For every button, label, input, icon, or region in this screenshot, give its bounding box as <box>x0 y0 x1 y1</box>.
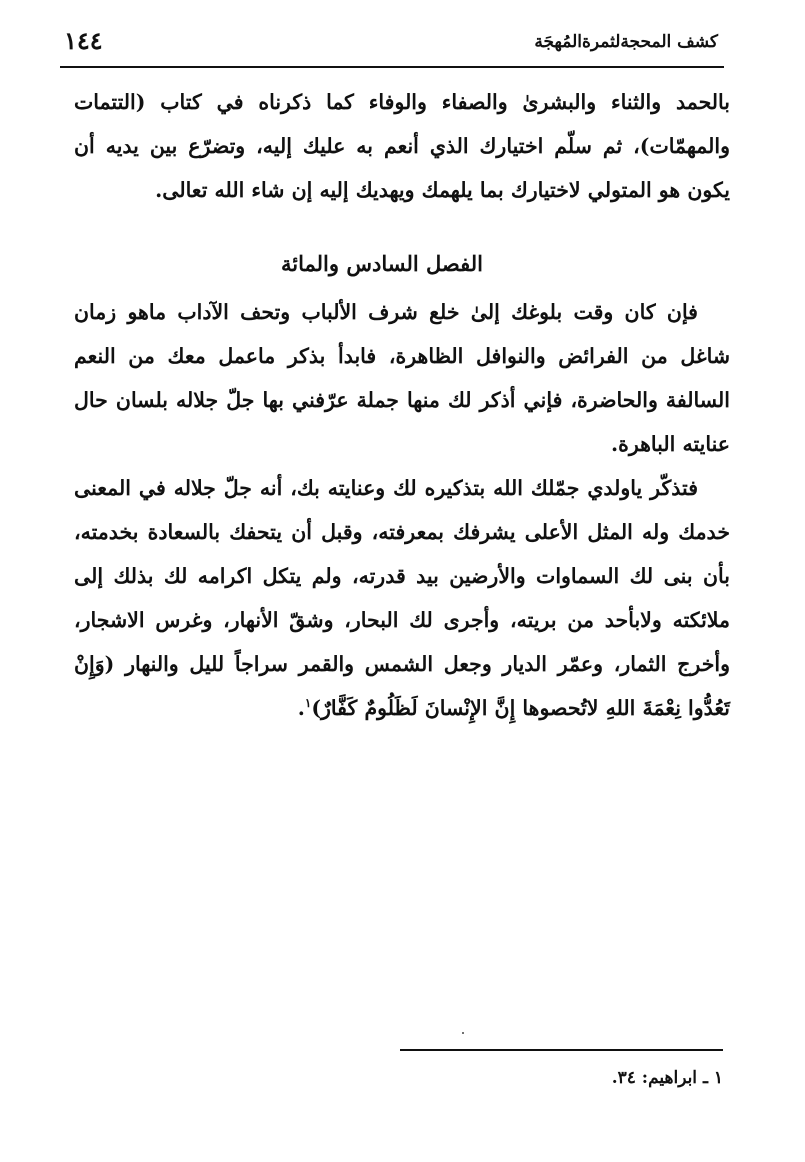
footnote-divider <box>400 1049 723 1051</box>
paragraph-3-end: . <box>297 696 305 720</box>
paragraph-2: فإن كان وقت بلوغك إلىٰ خلع شرف الألباب وتحف الآداب ماهو زمان شاغل من الفرائض والنوافل الظاهرة، فابدأ بذكر ماعمل معك من النعم السالفة والحاضرة، فإني أذكر لك منها جملة عرّفني بها جلّ جلاله بلسان حال عنايته الباهرة. <box>74 300 730 456</box>
paragraph-1: بالحمد والثناء والبشرىٰ والصفاء والوفاء كما ذكرناه في كتاب (التتمات والمهمّات)، ثم سلّم اختيارك الذي أنعم به عليك إليه، وتضرّع بين يديه أن يكون هو المتولي لاختيارك بما يلهمك ويهديك إليه إن شاء الله تعالى. <box>74 90 730 202</box>
paragraph-3-text: فتذكّر ياولدي جمّلك الله بتذكيره لك وعنايته بك، أنه جلّ جلاله في المعنى خدمك وله المثل الأعلى يشرفك بمعرفته، وقبل أن يتحفك بالسعادة بخدمته، بأن بنى لك السماوات والأرضين بيد قدرته، ولم يتكل اكرامه لك بذلك إلى ملائكته ولابأحد من بريته، وأجرى لك البحار، وشقّ الأنهار، وغرس الاشجار، وأخرج الثمار، وعمّر الديار وجعل الشمس والقمر سراجاً لليل والنهار <box>74 476 730 676</box>
header-title: كشف المحجةلثمرةالمُهجَة <box>534 32 718 52</box>
scan-speck <box>462 1032 464 1034</box>
page-number: ١٤٤ <box>64 26 103 55</box>
quran-verse: (وَإِنْ تَعُدُّوا نِعْمَةَ اللهِ لاتُحصوها إِنَّ الإِنْسانَ لَظَلُومٌ كَفَّارٌ) <box>74 652 730 720</box>
body-text <box>74 80 730 730</box>
running-header <box>58 28 726 62</box>
header-divider <box>60 66 724 68</box>
paragraph-3 <box>74 466 730 730</box>
footnote: ١ ـ ابراهيم: ٣٤. <box>611 1068 723 1088</box>
section-title: الفصل السادس والمائة <box>281 251 483 276</box>
footnote-marker: ١ <box>304 696 312 711</box>
